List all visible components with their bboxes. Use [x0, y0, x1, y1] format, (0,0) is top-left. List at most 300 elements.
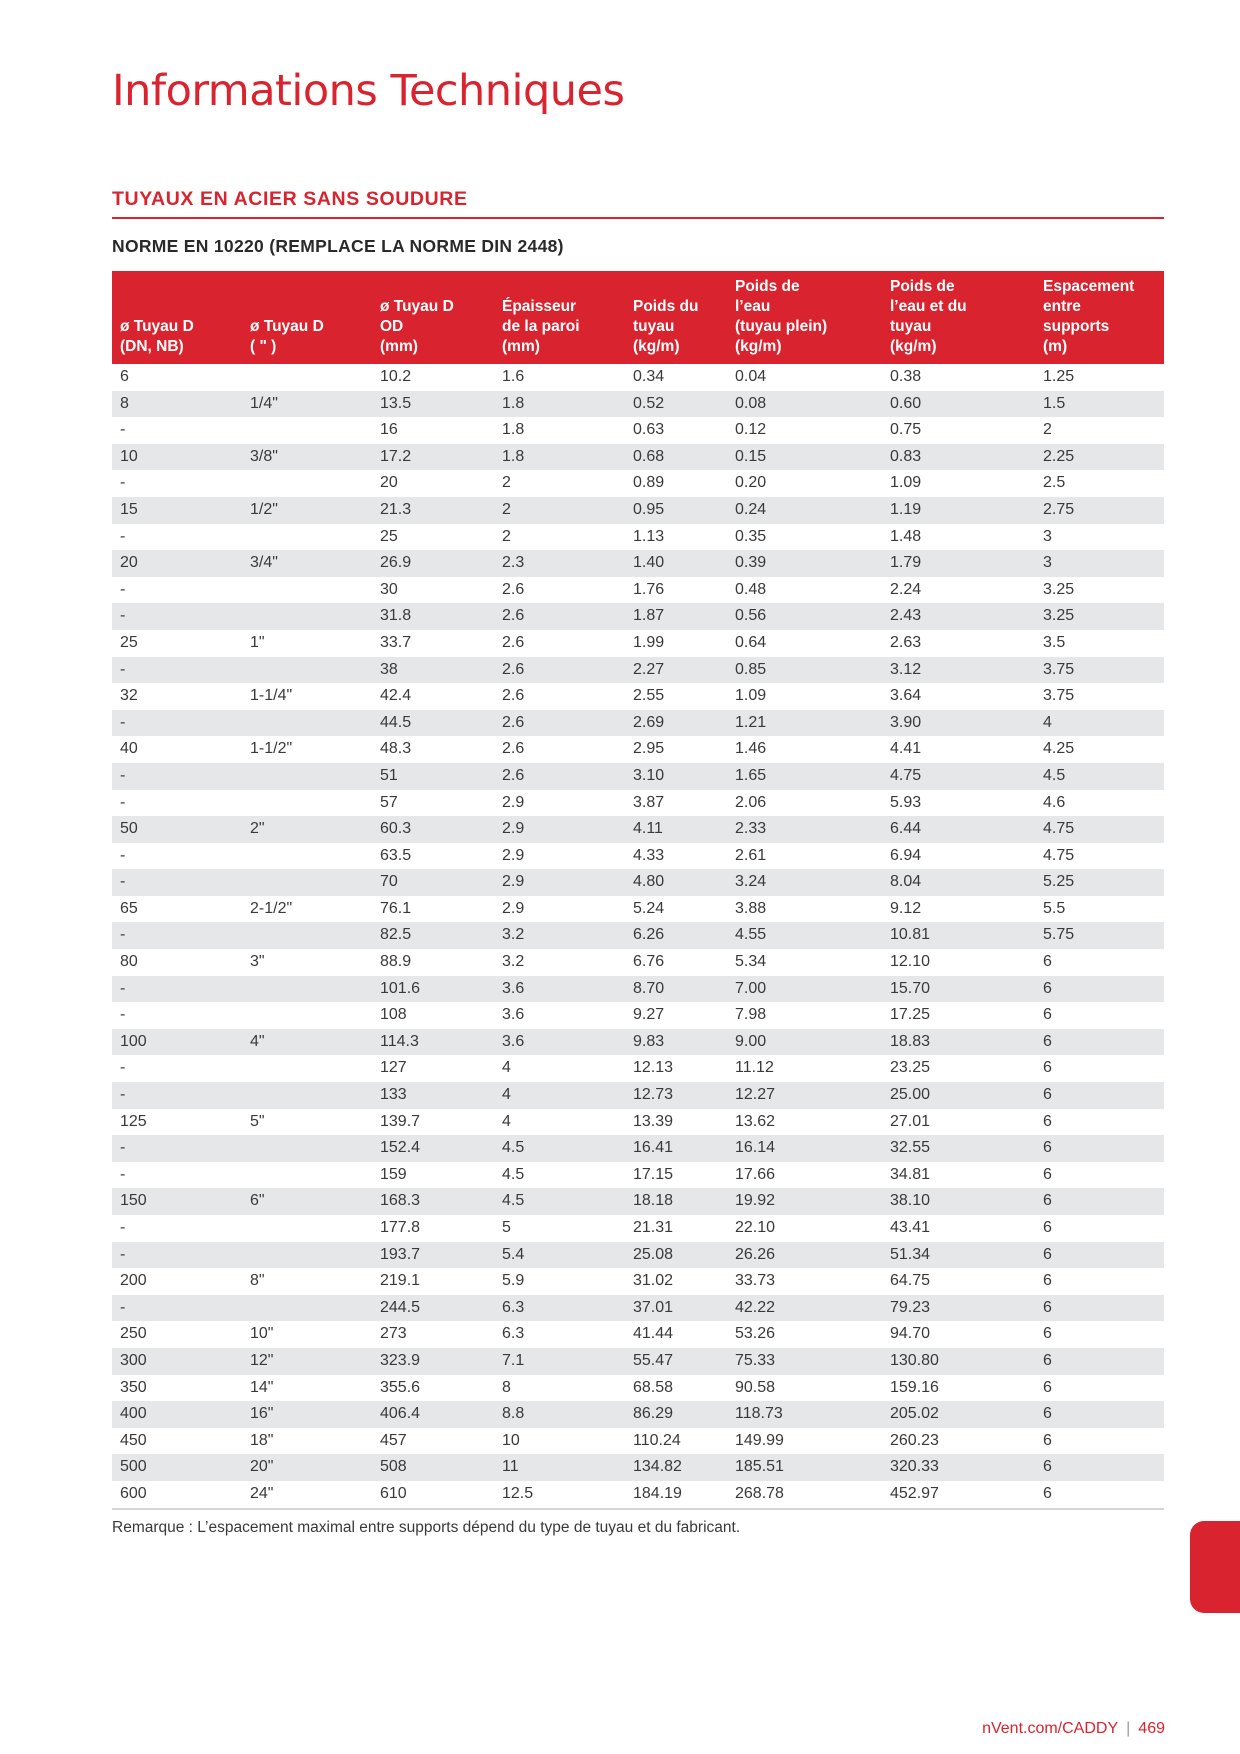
- cell-water-weight: 3.88: [735, 899, 767, 917]
- cell-inch: [242, 1162, 372, 1189]
- cell-dn-nb: -: [112, 1135, 242, 1162]
- cell-od-mm: 38: [372, 657, 494, 684]
- cell-wall-thickness: 2.9: [494, 869, 625, 896]
- cell-total-weight: 0.60: [882, 391, 1035, 418]
- cell-pipe-weight: 18.18: [625, 1188, 727, 1215]
- cell-dn-nb: 125: [120, 1112, 147, 1130]
- cell-inch: [242, 603, 372, 630]
- cell-total-weight: 3.64: [890, 687, 922, 705]
- cell-wall-thickness: 2.6: [502, 633, 525, 651]
- cell-support-spacing: 5.25: [1035, 869, 1164, 896]
- cell-water-weight: 0.48: [735, 580, 767, 598]
- cell-total-weight: 32.55: [882, 1135, 1035, 1162]
- cell-inch: 3/4": [242, 550, 372, 577]
- cell-support-spacing: 6: [1035, 1242, 1164, 1269]
- table-row: [112, 1242, 1164, 1269]
- cell-total-weight: 6.44: [882, 816, 1035, 843]
- table-row: [112, 1268, 1164, 1295]
- cell-water-weight: 26.26: [727, 1242, 882, 1269]
- cell-dn-nb: 300: [112, 1348, 242, 1375]
- cell-wall-thickness: 10: [502, 1431, 520, 1449]
- cell-support-spacing: 4.6: [1043, 793, 1066, 811]
- cell-dn-nb: 600: [112, 1481, 242, 1509]
- cell-water-weight: 5.34: [735, 953, 767, 971]
- cell-wall-thickness: 4: [502, 1112, 511, 1130]
- cell-pipe-weight: 12.13: [633, 1059, 674, 1077]
- table-row: [112, 657, 1164, 684]
- cell-total-weight: 25.00: [882, 1082, 1035, 1109]
- cell-total-weight: 27.01: [890, 1112, 931, 1130]
- cell-support-spacing: 6: [1043, 1006, 1052, 1024]
- cell-pipe-weight: 0.95: [625, 497, 727, 524]
- cell-water-weight: 13.62: [735, 1112, 776, 1130]
- cell-pipe-weight: 2.69: [625, 710, 727, 737]
- cell-inch: 16": [242, 1401, 372, 1428]
- cell-water-weight: 75.33: [727, 1348, 882, 1375]
- cell-water-weight: 19.92: [727, 1188, 882, 1215]
- cell-water-weight: 7.98: [735, 1006, 767, 1024]
- cell-wall-thickness: 1.8: [494, 391, 625, 418]
- cell-od-mm: 508: [372, 1454, 494, 1481]
- cell-total-weight: 43.41: [890, 1219, 931, 1236]
- cell-total-weight: 1.79: [882, 550, 1035, 577]
- cell-od-mm: 10.2: [380, 368, 412, 385]
- cell-inch: 4": [242, 1029, 372, 1056]
- cell-od-mm: 63.5: [380, 846, 412, 864]
- cell-dn-nb: 8: [112, 391, 242, 418]
- cell-wall-thickness: 5.9: [502, 1272, 525, 1290]
- cell-support-spacing: 3.75: [1043, 687, 1075, 705]
- cell-wall-thickness: 2.6: [494, 657, 625, 684]
- table-row: [112, 922, 1164, 949]
- cell-water-weight: 53.26: [735, 1325, 776, 1343]
- cell-od-mm: 406.4: [372, 1401, 494, 1428]
- cell-od-mm: 139.7: [380, 1112, 421, 1130]
- cell-od-mm: 355.6: [380, 1378, 421, 1396]
- table-header-row: [112, 271, 1164, 364]
- table-row: [112, 1215, 1164, 1242]
- cell-pipe-weight: 25.08: [625, 1242, 727, 1269]
- cell-dn-nb: -: [112, 710, 242, 737]
- cell-inch: [242, 1055, 372, 1082]
- cell-water-weight: 0.04: [735, 368, 767, 385]
- cell-total-weight: 2.43: [882, 603, 1035, 630]
- cell-pipe-weight: 12.73: [625, 1082, 727, 1109]
- cell-od-mm: 177.8: [380, 1219, 421, 1236]
- cell-dn-nb: -: [120, 846, 126, 864]
- cell-od-mm: 60.3: [372, 816, 494, 843]
- cell-dn-nb: 500: [112, 1454, 242, 1481]
- cell-dn-nb: -: [120, 527, 126, 545]
- cell-support-spacing: 2.75: [1035, 497, 1164, 524]
- cell-water-weight: 16.14: [727, 1135, 882, 1162]
- cell-total-weight: 1.19: [882, 497, 1035, 524]
- cell-total-weight: 130.80: [882, 1348, 1035, 1375]
- cell-pipe-weight: 4.11: [625, 816, 727, 843]
- cell-support-spacing: 2.25: [1035, 444, 1164, 471]
- cell-od-mm: 25: [380, 527, 398, 545]
- cell-od-mm: 88.9: [380, 953, 412, 971]
- cell-wall-thickness: 3.6: [494, 1029, 625, 1056]
- cell-water-weight: 0.24: [727, 497, 882, 524]
- table-row: [112, 1109, 1164, 1136]
- cell-total-weight: 9.12: [890, 899, 922, 917]
- cell-support-spacing: 6: [1043, 1272, 1052, 1290]
- remark-note: Remarque : L’espacement maximal entre supports dépend du type de tuyau et du fabricant.: [112, 1519, 741, 1536]
- cell-inch: [242, 1082, 372, 1109]
- cell-wall-thickness: 2.3: [494, 550, 625, 577]
- table-row: [112, 524, 1164, 551]
- cell-water-weight: 22.10: [735, 1219, 776, 1236]
- cell-wall-thickness: 3.6: [494, 976, 625, 1003]
- cell-od-mm: 114.3: [372, 1029, 494, 1056]
- cell-total-weight: 79.23: [882, 1295, 1035, 1322]
- cell-dn-nb: -: [112, 869, 242, 896]
- cell-inch: [242, 922, 372, 949]
- cell-dn-nb: -: [112, 657, 242, 684]
- cell-water-weight: 4.55: [727, 922, 882, 949]
- cell-pipe-weight: 0.68: [625, 444, 727, 471]
- cell-inch: 1/4": [242, 391, 372, 418]
- cell-total-weight: 1.09: [890, 474, 922, 492]
- cell-water-weight: 1.09: [735, 687, 767, 705]
- cell-support-spacing: 6: [1043, 953, 1052, 971]
- cell-pipe-weight: 1.13: [633, 527, 665, 545]
- cell-inch: [242, 1242, 372, 1269]
- cell-pipe-weight: 13.39: [633, 1112, 674, 1130]
- cell-dn-nb: 350: [120, 1378, 147, 1396]
- cell-od-mm: 323.9: [372, 1348, 494, 1375]
- cell-pipe-weight: 0.63: [633, 421, 665, 439]
- table-body: [112, 364, 1164, 1509]
- cell-pipe-weight: 6.76: [633, 953, 665, 971]
- cell-water-weight: 2.06: [735, 793, 767, 811]
- cell-support-spacing: 6: [1043, 1431, 1052, 1449]
- table-row: [112, 497, 1164, 524]
- cell-od-mm: 30: [380, 580, 398, 598]
- cell-od-mm: 16: [380, 421, 398, 439]
- cell-water-weight: 2.61: [735, 846, 767, 864]
- footer-separator: |: [1126, 1720, 1131, 1737]
- cell-wall-thickness: 2.6: [494, 603, 625, 630]
- cell-od-mm: 219.1: [380, 1272, 421, 1290]
- table-row: [112, 896, 1164, 923]
- cell-od-mm: 51: [372, 763, 494, 790]
- cell-pipe-weight: 9.83: [625, 1029, 727, 1056]
- cell-water-weight: 42.22: [727, 1295, 882, 1322]
- cell-water-weight: 0.08: [727, 391, 882, 418]
- cell-support-spacing: 6: [1035, 1401, 1164, 1428]
- table-row: [112, 816, 1164, 843]
- table-row: [112, 1321, 1164, 1348]
- cell-dn-nb: -: [120, 793, 126, 811]
- cell-total-weight: 5.93: [890, 793, 922, 811]
- cell-support-spacing: 4.75: [1035, 816, 1164, 843]
- section-title: TUYAUX EN ACIER SANS SOUDURE: [112, 188, 1164, 219]
- cell-dn-nb: 20: [112, 550, 242, 577]
- footer: [982, 1720, 1165, 1738]
- cell-total-weight: 10.81: [882, 922, 1035, 949]
- cell-water-weight: 0.85: [727, 657, 882, 684]
- cell-inch: [242, 364, 372, 391]
- cell-wall-thickness: 2.6: [502, 580, 525, 598]
- cell-inch: [242, 524, 372, 551]
- table-row: [112, 577, 1164, 604]
- table-row: [112, 869, 1164, 896]
- cell-wall-thickness: 3.6: [502, 1006, 525, 1024]
- table-row: [112, 1082, 1164, 1109]
- cell-support-spacing: 1.25: [1043, 368, 1075, 385]
- cell-pipe-weight: 31.02: [633, 1272, 674, 1290]
- cell-pipe-weight: 0.89: [633, 474, 665, 492]
- cell-dn-nb: 6: [120, 368, 129, 385]
- cell-pipe-weight: 1.99: [633, 633, 665, 651]
- cell-support-spacing: 6: [1035, 1348, 1164, 1375]
- cell-inch: [242, 470, 372, 497]
- cell-total-weight: 3.90: [882, 710, 1035, 737]
- cell-pipe-weight: 2.55: [633, 687, 665, 705]
- cell-water-weight: 33.73: [735, 1272, 776, 1290]
- cell-od-mm: 82.5: [372, 922, 494, 949]
- cell-dn-nb: 25: [120, 633, 138, 651]
- pipe-spec-table: [112, 271, 1164, 1510]
- cell-od-mm: 76.1: [380, 899, 412, 917]
- cell-dn-nb: -: [120, 1059, 126, 1077]
- cell-support-spacing: 6: [1035, 1454, 1164, 1481]
- cell-inch: [242, 790, 372, 817]
- cell-water-weight: 2.33: [727, 816, 882, 843]
- cell-inch: [242, 657, 372, 684]
- header-inch: ø Tuyau D ( " ): [242, 271, 372, 364]
- table-row: [112, 417, 1164, 444]
- cell-support-spacing: 2: [1043, 421, 1052, 439]
- cell-pipe-weight: 6.26: [625, 922, 727, 949]
- cell-wall-thickness: 2.9: [502, 793, 525, 811]
- cell-pipe-weight: 2.95: [633, 740, 665, 758]
- cell-od-mm: 610: [372, 1481, 494, 1509]
- cell-dn-nb: 80: [120, 953, 138, 971]
- cell-dn-nb: -: [120, 474, 126, 492]
- cell-dn-nb: 250: [120, 1325, 147, 1343]
- table-row: [112, 391, 1164, 418]
- cell-inch: [242, 417, 372, 444]
- cell-inch: [242, 1135, 372, 1162]
- table-row: [112, 1002, 1164, 1029]
- cell-support-spacing: 6: [1035, 1029, 1164, 1056]
- cell-water-weight: 3.24: [727, 869, 882, 896]
- cell-wall-thickness: 11: [494, 1454, 625, 1481]
- cell-support-spacing: 1.5: [1035, 391, 1164, 418]
- cell-wall-thickness: 5.4: [494, 1242, 625, 1269]
- cell-support-spacing: 3.75: [1035, 657, 1164, 684]
- cell-support-spacing: 4.5: [1035, 763, 1164, 790]
- table-row: [112, 1055, 1164, 1082]
- cell-support-spacing: 6: [1035, 976, 1164, 1003]
- cell-support-spacing: 3: [1035, 550, 1164, 577]
- cell-pipe-weight: 110.24: [633, 1431, 681, 1449]
- cell-water-weight: 11.12: [735, 1059, 774, 1077]
- cell-dn-nb: -: [120, 1006, 126, 1024]
- cell-od-mm: 457: [380, 1431, 407, 1449]
- cell-inch: [242, 1002, 372, 1029]
- cell-pipe-weight: 184.19: [625, 1481, 727, 1509]
- cell-inch: 1/2": [242, 497, 372, 524]
- cell-water-weight: 1.21: [727, 710, 882, 737]
- header-wall-thickness: Épaisseur de la paroi (mm): [494, 271, 625, 364]
- cell-od-mm: 152.4: [372, 1135, 494, 1162]
- cell-water-weight: 1.65: [727, 763, 882, 790]
- cell-total-weight: 260.23: [890, 1431, 939, 1449]
- cell-od-mm: 108: [380, 1006, 407, 1024]
- table-row: [112, 630, 1164, 657]
- cell-wall-thickness: 2.6: [494, 710, 625, 737]
- cell-od-mm: 127: [380, 1059, 407, 1077]
- cell-pipe-weight: 8.70: [625, 976, 727, 1003]
- cell-support-spacing: 4: [1035, 710, 1164, 737]
- cell-wall-thickness: 1.8: [502, 421, 525, 439]
- cell-od-mm: 20: [380, 474, 398, 492]
- cell-water-weight: 1.46: [735, 740, 767, 758]
- cell-support-spacing: 4.75: [1043, 846, 1075, 864]
- cell-total-weight: 15.70: [882, 976, 1035, 1003]
- cell-wall-thickness: 5: [502, 1219, 511, 1236]
- cell-wall-thickness: 2.6: [502, 687, 525, 705]
- table-row: [112, 1348, 1164, 1375]
- cell-wall-thickness: 1.6: [502, 368, 525, 385]
- cell-water-weight: 17.66: [735, 1165, 776, 1183]
- table-row: [112, 790, 1164, 817]
- table-row: [112, 1162, 1164, 1189]
- section-tab-marker: [1190, 1521, 1240, 1613]
- cell-support-spacing: 5.5: [1043, 899, 1066, 917]
- cell-wall-thickness: 4.5: [494, 1135, 625, 1162]
- cell-total-weight: 94.70: [890, 1325, 931, 1343]
- cell-total-weight: 0.75: [890, 421, 922, 439]
- cell-inch: 24": [242, 1481, 372, 1509]
- header-od-mm: ø Tuyau D OD (mm): [372, 271, 494, 364]
- footer-website-link[interactable]: nVent.com/CADDY: [982, 1720, 1119, 1737]
- cell-dn-nb: 15: [112, 497, 242, 524]
- cell-od-mm: 273: [380, 1325, 407, 1343]
- cell-support-spacing: 3.5: [1043, 633, 1066, 651]
- header-pipe-weight: Poids du tuyau (kg/m): [625, 271, 727, 364]
- cell-pipe-weight: 86.29: [625, 1401, 727, 1428]
- cell-od-mm: 168.3: [372, 1188, 494, 1215]
- cell-wall-thickness: 7.1: [494, 1348, 625, 1375]
- cell-wall-thickness: 2: [502, 474, 511, 492]
- cell-support-spacing: 2.5: [1043, 474, 1066, 492]
- cell-inch: 6": [242, 1188, 372, 1215]
- cell-wall-thickness: 6.3: [494, 1295, 625, 1322]
- cell-od-mm: 17.2: [372, 444, 494, 471]
- cell-pipe-weight: 37.01: [625, 1295, 727, 1322]
- table-row: [112, 364, 1164, 391]
- cell-wall-thickness: 2.6: [494, 763, 625, 790]
- cell-od-mm: 44.5: [372, 710, 494, 737]
- cell-pipe-weight: 2.27: [625, 657, 727, 684]
- cell-support-spacing: 6: [1035, 1135, 1164, 1162]
- cell-total-weight: 4.41: [890, 740, 922, 758]
- cell-wall-thickness: 2.6: [502, 740, 525, 758]
- cell-inch: [242, 976, 372, 1003]
- cell-wall-thickness: 2.9: [502, 846, 525, 864]
- cell-total-weight: 320.33: [882, 1454, 1035, 1481]
- table-row: [112, 1295, 1164, 1322]
- cell-dn-nb: -: [112, 603, 242, 630]
- cell-pipe-weight: 4.80: [625, 869, 727, 896]
- cell-dn-nb: -: [112, 763, 242, 790]
- cell-total-weight: 34.81: [890, 1165, 931, 1183]
- cell-dn-nb: -: [120, 1219, 126, 1236]
- cell-wall-thickness: 2: [502, 527, 511, 545]
- cell-pipe-weight: 21.31: [633, 1219, 674, 1236]
- cell-water-weight: 0.39: [727, 550, 882, 577]
- cell-water-weight: 0.64: [735, 633, 767, 651]
- cell-support-spacing: 6: [1043, 1059, 1052, 1077]
- header-support-spacing: Espacement entre supports (m): [1035, 271, 1164, 364]
- cell-dn-nb: 200: [120, 1272, 147, 1290]
- cell-od-mm: 21.3: [372, 497, 494, 524]
- cell-support-spacing: 3.25: [1035, 603, 1164, 630]
- cell-od-mm: 42.4: [380, 687, 412, 705]
- cell-pipe-weight: 55.47: [625, 1348, 727, 1375]
- cell-dn-nb: 100: [112, 1029, 242, 1056]
- cell-total-weight: 17.25: [890, 1006, 931, 1024]
- cell-water-weight: 118.73: [727, 1401, 882, 1428]
- cell-od-mm: 33.7: [380, 633, 412, 651]
- table-row: [112, 550, 1164, 577]
- cell-support-spacing: 6: [1035, 1481, 1164, 1509]
- cell-total-weight: 51.34: [882, 1242, 1035, 1269]
- cell-total-weight: 2.24: [890, 580, 922, 598]
- cell-total-weight: 0.38: [890, 368, 922, 385]
- table-row: [112, 1029, 1164, 1056]
- cell-wall-thickness: 8.8: [494, 1401, 625, 1428]
- table-row: [112, 1375, 1164, 1402]
- cell-water-weight: 0.15: [727, 444, 882, 471]
- cell-dn-nb: -: [112, 976, 242, 1003]
- cell-total-weight: 452.97: [882, 1481, 1035, 1509]
- cell-od-mm: 57: [380, 793, 398, 811]
- cell-wall-thickness: 6.3: [502, 1325, 525, 1343]
- cell-total-weight: 205.02: [882, 1401, 1035, 1428]
- cell-dn-nb: 450: [120, 1431, 147, 1449]
- table-row: [112, 843, 1164, 870]
- cell-wall-thickness: 1.8: [494, 444, 625, 471]
- cell-support-spacing: 6: [1035, 1188, 1164, 1215]
- cell-pipe-weight: 68.58: [633, 1378, 674, 1396]
- cell-wall-thickness: 8: [502, 1378, 511, 1396]
- table-row: [112, 1428, 1164, 1455]
- cell-water-weight: 9.00: [727, 1029, 882, 1056]
- cell-inch: 1-1/4": [250, 687, 293, 705]
- table-row: [112, 1135, 1164, 1162]
- cell-dn-nb: -: [120, 421, 126, 439]
- cell-inch: [242, 1215, 372, 1242]
- cell-dn-nb: -: [112, 1242, 242, 1269]
- cell-inch: 20": [242, 1454, 372, 1481]
- cell-pipe-weight: 16.41: [625, 1135, 727, 1162]
- cell-total-weight: 4.75: [882, 763, 1035, 790]
- cell-od-mm: 31.8: [372, 603, 494, 630]
- cell-pipe-weight: 41.44: [633, 1325, 674, 1343]
- cell-pipe-weight: 4.33: [633, 846, 665, 864]
- cell-water-weight: 12.27: [727, 1082, 882, 1109]
- cell-pipe-weight: 3.10: [625, 763, 727, 790]
- cell-total-weight: 12.10: [890, 953, 931, 971]
- cell-support-spacing: 3.25: [1043, 580, 1075, 598]
- cell-total-weight: 23.25: [890, 1059, 931, 1077]
